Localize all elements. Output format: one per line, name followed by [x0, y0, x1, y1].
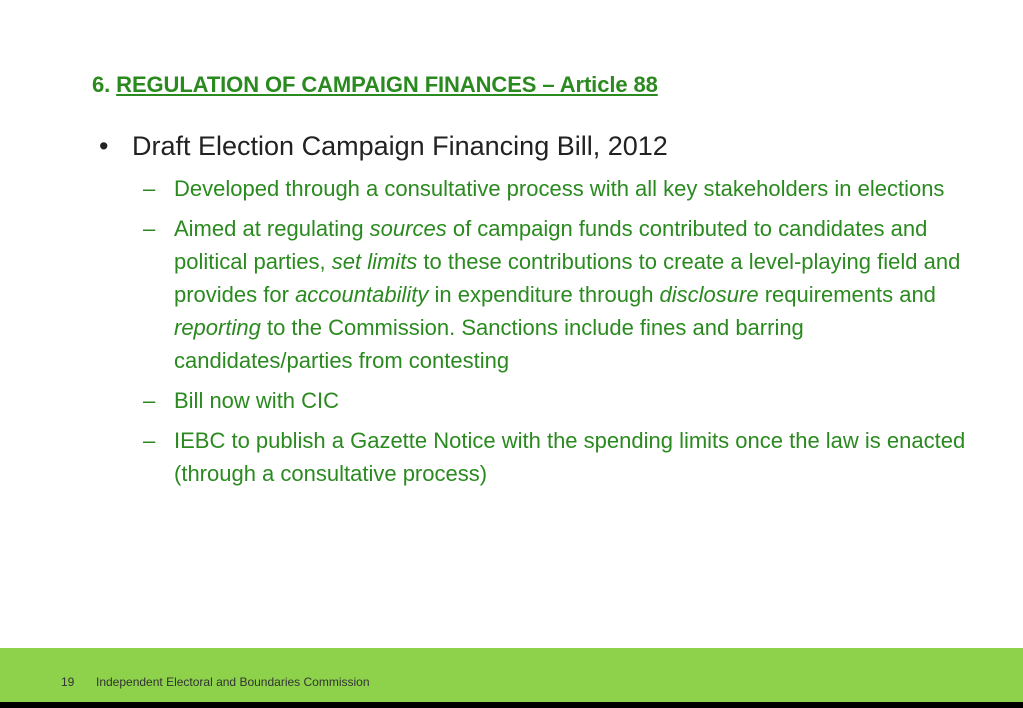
emphasis-set-limits: set limits	[331, 249, 418, 274]
text-segment: Aimed at regulating	[174, 216, 370, 241]
emphasis-accountability: accountability	[295, 282, 429, 307]
title-number: 6.	[92, 72, 111, 97]
text-segment: in expenditure through	[428, 282, 660, 307]
sub-bullet-item	[143, 212, 983, 377]
text-segment: to the Commission. Sanctions include fines and barring candidates/parties from contesting	[174, 315, 804, 373]
text-segment: to these contributions to create a level-playing field and provides for	[174, 249, 961, 307]
slide-title	[92, 72, 658, 98]
sub-bullet-list	[143, 172, 983, 497]
sub-bullet-text: Developed through a consultative process with all key stakeholders in elections	[174, 176, 945, 201]
page-number: 19	[61, 675, 75, 689]
text-segment: requirements and	[758, 282, 936, 307]
title-text: REGULATION OF CAMPAIGN FINANCES – Article 88	[116, 72, 658, 97]
emphasis-reporting: reporting	[174, 315, 261, 340]
emphasis-sources: sources	[369, 216, 447, 241]
sub-bullet-text	[174, 216, 960, 373]
sub-bullet-text: IEBC to publish a Gazette Notice with the spending limits once the law is enacted (through a consultative process)	[174, 428, 966, 486]
sub-bullet-item	[143, 384, 983, 417]
footer-divider	[0, 702, 1023, 708]
footer-organization: Independent Electoral and Boundaries Commission	[96, 675, 370, 689]
dash-marker: –	[143, 388, 156, 413]
main-bullet	[99, 128, 668, 164]
emphasis-disclosure: disclosure	[659, 282, 759, 307]
bullet-marker: •	[99, 131, 109, 161]
main-bullet-text: Draft Election Campaign Financing Bill, 2012	[132, 131, 668, 161]
sub-bullet-text: Bill now with CIC	[174, 388, 340, 413]
dash-marker: –	[143, 428, 156, 453]
dash-marker: –	[143, 176, 156, 201]
dash-marker: –	[143, 216, 156, 241]
text-segment: of campaign funds contributed to candidates and political parties,	[174, 216, 928, 274]
sub-bullet-item	[143, 172, 983, 205]
sub-bullet-item	[143, 424, 983, 490]
